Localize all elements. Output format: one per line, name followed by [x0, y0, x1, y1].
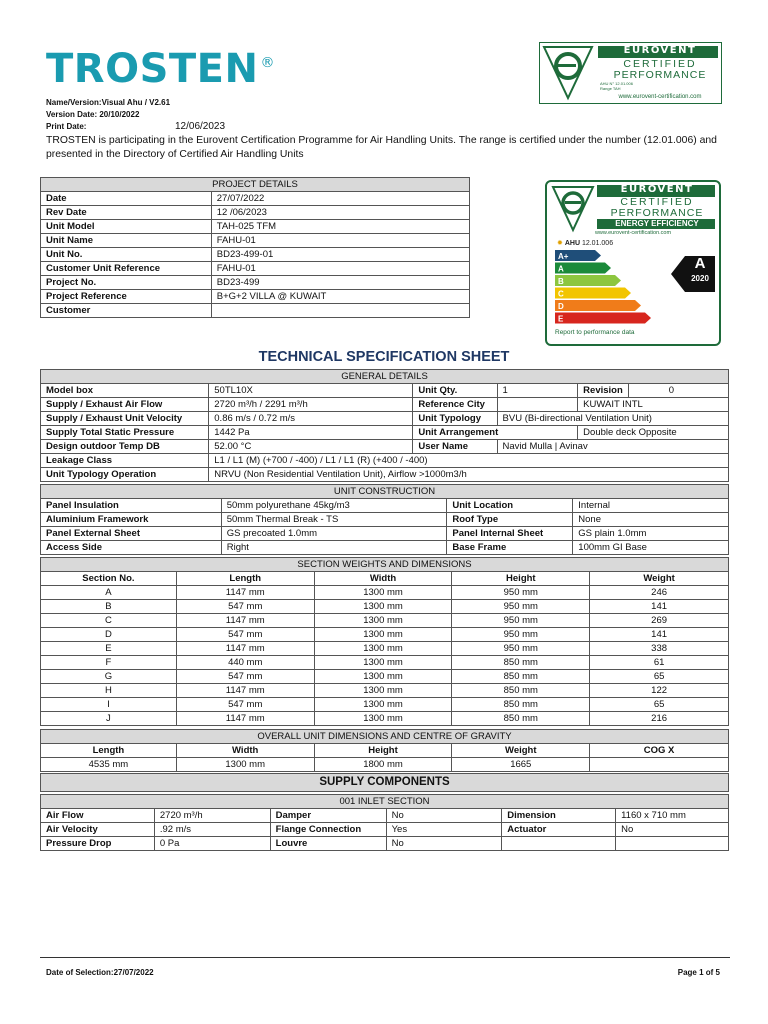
- inlet-value: 0 Pa: [154, 837, 270, 851]
- supply-components-header: [40, 773, 729, 792]
- inlet-value: No: [386, 837, 502, 851]
- document-meta: [46, 97, 170, 133]
- construction-value: None: [573, 513, 729, 527]
- inlet-row: [41, 823, 729, 837]
- construction-row: [41, 527, 729, 541]
- section-cell: E: [41, 642, 177, 656]
- energy-certified-text: CERTIFIED: [620, 196, 694, 208]
- section-row: [41, 614, 729, 628]
- section-cell: 1147 mm: [176, 642, 314, 656]
- section-cell: 950 mm: [452, 586, 590, 600]
- badge-performance-text: PERFORMANCE: [613, 69, 707, 81]
- construction-row: [41, 513, 729, 527]
- energy-class-bar-b: [555, 275, 621, 286]
- construction-row: [41, 541, 729, 555]
- overall-column-header: Height: [314, 744, 452, 758]
- inlet-value: 2720 m³/h: [154, 809, 270, 823]
- inlet-label: Dimension: [502, 809, 616, 823]
- project-details-table: [40, 177, 470, 318]
- section-cell: 547 mm: [176, 628, 314, 642]
- construction-label: Panel Internal Sheet: [447, 527, 573, 541]
- section-cell: 547 mm: [176, 600, 314, 614]
- page-number: Page 1 of 5: [677, 968, 720, 977]
- outdoor-temp-value: 52.00 °C: [209, 440, 413, 454]
- construction-value: Internal: [573, 499, 729, 513]
- print-date: 12/06/2023: [175, 121, 226, 132]
- section-cell: G: [41, 670, 177, 684]
- energy-rating-letter: A: [694, 255, 706, 272]
- project-row: [41, 290, 470, 304]
- section-cell: 1147 mm: [176, 586, 314, 600]
- general-details-title: GENERAL DETAILS: [41, 370, 729, 384]
- logo-text: TROSTEN: [46, 46, 259, 92]
- unit-arrangement-value: Double deck Opposite: [578, 426, 729, 440]
- project-label: Unit Name: [41, 234, 212, 248]
- inlet-row: [41, 809, 729, 823]
- section-cell: 65: [590, 698, 729, 712]
- name-version: Name/Version:Visual Ahu / V2.61: [46, 98, 171, 107]
- energy-ahu-number: 12.01.006: [581, 240, 614, 247]
- section-column-header: Section No.: [41, 572, 177, 586]
- section-column-header: Width: [314, 572, 452, 586]
- revision-value: 0: [628, 384, 728, 398]
- badge-eurovent-text: EUROVENT: [623, 45, 697, 56]
- project-details-title: PROJECT DETAILS: [41, 178, 470, 192]
- overall-dimensions-title: OVERALL UNIT DIMENSIONS AND CENTRE OF GRAVITY: [41, 730, 729, 744]
- section-cell: 950 mm: [452, 614, 590, 628]
- model-box-label: Model box: [41, 384, 209, 398]
- inlet-label: Flange Connection: [270, 823, 386, 837]
- model-box-value: 50TL10X: [209, 384, 413, 398]
- overall-column-header: Width: [176, 744, 314, 758]
- section-cell: 850 mm: [452, 656, 590, 670]
- static-pressure-value: 1442 Pa: [209, 426, 413, 440]
- construction-value: Right: [221, 541, 447, 555]
- badge-certified-text: CERTIFIED: [623, 58, 697, 70]
- section-cell: 547 mm: [176, 670, 314, 684]
- unit-construction-title: UNIT CONSTRUCTION: [41, 485, 729, 499]
- section-cell: 65: [590, 670, 729, 684]
- section-cell: C: [41, 614, 177, 628]
- inlet-value: [616, 837, 729, 851]
- section-weights-table: [40, 557, 729, 726]
- construction-value: GS precoated 1.0mm: [221, 527, 447, 541]
- unit-arrangement-label: Unit Arrangement: [413, 426, 578, 440]
- section-cell: 850 mm: [452, 670, 590, 684]
- section-cell: 216: [590, 712, 729, 726]
- construction-value: GS plain 1.0mm: [573, 527, 729, 541]
- overall-value: 1300 mm: [176, 758, 314, 772]
- leakage-class-label: Leakage Class: [41, 454, 209, 468]
- section-column-header: Height: [452, 572, 590, 586]
- construction-label: Base Frame: [447, 541, 573, 555]
- section-cell: 1300 mm: [314, 670, 452, 684]
- section-cell: 850 mm: [452, 712, 590, 726]
- project-row: [41, 206, 470, 220]
- section-cell: H: [41, 684, 177, 698]
- energy-url: www.eurovent-certification.com: [594, 230, 672, 236]
- construction-label: Access Side: [41, 541, 222, 555]
- section-cell: I: [41, 698, 177, 712]
- energy-class-label: C: [558, 289, 564, 299]
- unit-qty-value: 1: [497, 384, 578, 398]
- section-cell: 1300 mm: [314, 712, 452, 726]
- project-row: [41, 276, 470, 290]
- badge-url: www.eurovent-certification.com: [618, 94, 702, 100]
- overall-value: 1800 mm: [314, 758, 452, 772]
- badge-ahu-no: AHU N° 12.01.006: [600, 81, 633, 86]
- project-label: Project Reference: [41, 290, 212, 304]
- energy-report-note: Report to performance data: [555, 329, 635, 336]
- airflow-label: Supply / Exhaust Air Flow: [41, 398, 209, 412]
- section-cell: 1300 mm: [314, 614, 452, 628]
- section-cell: 246: [590, 586, 729, 600]
- energy-class-label: A+: [558, 252, 569, 261]
- energy-class-bar-c: [555, 288, 631, 299]
- section-row: [41, 684, 729, 698]
- energy-class-label: B: [558, 277, 564, 286]
- intro-text: TROSTEN is participating in the Eurovent Certification Programme for Air Handling Units. The range is certified under the number (12.01.006) and presented in the Directory of Certified Air Handling Units: [46, 135, 717, 160]
- section-cell: 1300 mm: [314, 600, 452, 614]
- footer-divider: [40, 957, 730, 958]
- inlet-value: 1160 x 710 mm: [616, 809, 729, 823]
- section-row: [41, 670, 729, 684]
- badge-range: Range TAH: [600, 86, 621, 91]
- construction-label: Roof Type: [447, 513, 573, 527]
- energy-class-label: D: [558, 302, 564, 311]
- project-value: 27/07/2022: [211, 192, 469, 206]
- energy-efficiency-badge: [545, 180, 721, 346]
- section-cell: 1300 mm: [314, 698, 452, 712]
- inlet-label: Air Flow: [41, 809, 155, 823]
- project-label: Rev Date: [41, 206, 212, 220]
- section-cell: 1300 mm: [314, 642, 452, 656]
- overall-value: 4535 mm: [41, 758, 177, 772]
- section-weights-title: SECTION WEIGHTS AND DIMENSIONS: [41, 558, 729, 572]
- inlet-row: [41, 837, 729, 851]
- energy-class-bar-d: [555, 300, 641, 311]
- logo-registered-mark: ®: [260, 55, 275, 71]
- inlet-label: Actuator: [502, 823, 616, 837]
- section-cell: 141: [590, 600, 729, 614]
- project-value: [211, 304, 469, 318]
- inlet-label: Air Velocity: [41, 823, 155, 837]
- section-row: [41, 698, 729, 712]
- unit-typology-label: Unit Typology: [413, 412, 497, 426]
- energy-eurovent-text: EUROVENT: [620, 184, 694, 195]
- section-cell: 547 mm: [176, 698, 314, 712]
- print-date-label: Print Date:: [46, 122, 87, 131]
- inlet-value: No: [616, 823, 729, 837]
- project-row: [41, 234, 470, 248]
- date-of-selection: Date of Selection:27/07/2022: [46, 968, 154, 977]
- inlet-value: .92 m/s: [154, 823, 270, 837]
- section-column-header: Length: [176, 572, 314, 586]
- section-cell: 1300 mm: [314, 656, 452, 670]
- construction-value: 100mm GI Base: [573, 541, 729, 555]
- project-label: Date: [41, 192, 212, 206]
- section-cell: 1300 mm: [314, 628, 452, 642]
- user-name-label: User Name: [413, 440, 497, 454]
- construction-row: [41, 499, 729, 513]
- project-label: Unit No.: [41, 248, 212, 262]
- section-cell: J: [41, 712, 177, 726]
- reference-city-label: Reference City: [413, 398, 497, 412]
- revision-label: Revision: [578, 384, 629, 398]
- construction-label: Unit Location: [447, 499, 573, 513]
- version-date: Version Date: 20/10/2022: [46, 110, 140, 119]
- supply-components-title: SUPPLY COMPONENTS: [41, 774, 729, 792]
- energy-class-bars: [555, 250, 665, 330]
- user-name-value: Navid Mulla | Avinav: [497, 440, 728, 454]
- section-cell: 61: [590, 656, 729, 670]
- construction-label: Panel External Sheet: [41, 527, 222, 541]
- section-cell: 122: [590, 684, 729, 698]
- reference-city-value: KUWAIT INTL: [578, 398, 729, 412]
- velocity-value: 0.86 m/s / 0.72 m/s: [209, 412, 413, 426]
- badge-small-info: [600, 81, 633, 91]
- project-row: [41, 248, 470, 262]
- static-pressure-label: Supply Total Static Pressure: [41, 426, 209, 440]
- section-row: [41, 712, 729, 726]
- section-row: [41, 656, 729, 670]
- section-cell: 269: [590, 614, 729, 628]
- project-row: [41, 304, 470, 318]
- project-row: [41, 192, 470, 206]
- section-cell: 850 mm: [452, 684, 590, 698]
- project-label: Project No.: [41, 276, 212, 290]
- section-cell: F: [41, 656, 177, 670]
- section-cell: 950 mm: [452, 628, 590, 642]
- section-cell: D: [41, 628, 177, 642]
- overall-value: 1665: [452, 758, 590, 772]
- overall-value: [590, 758, 729, 772]
- outdoor-temp-label: Design outdoor Temp DB: [41, 440, 209, 454]
- section-cell: 1300 mm: [314, 684, 452, 698]
- project-value: B+G+2 VILLA @ KUWAIT: [211, 290, 469, 304]
- energy-class-label: A: [558, 264, 564, 274]
- project-label: Customer: [41, 304, 212, 318]
- construction-label: Panel Insulation: [41, 499, 222, 513]
- spec-sheet-title: TECHNICAL SPECIFICATION SHEET: [258, 349, 510, 365]
- section-column-header: Weight: [590, 572, 729, 586]
- typology-operation-label: Unit Typology Operation: [41, 468, 209, 482]
- inlet-section-title: 001 INLET SECTION: [41, 795, 729, 809]
- project-value: 12 /06/2023: [211, 206, 469, 220]
- section-cell: 1147 mm: [176, 684, 314, 698]
- unit-typology-value: BVU (Bi-directional Ventilation Unit): [497, 412, 728, 426]
- overall-column-header: Weight: [452, 744, 590, 758]
- project-value: BD23-499: [211, 276, 469, 290]
- inlet-label: Louvre: [270, 837, 386, 851]
- construction-value: 50mm polyurethane 45kg/m3: [221, 499, 447, 513]
- energy-performance-text: PERFORMANCE: [610, 207, 704, 219]
- airflow-value: 2720 m³/h / 2291 m³/h: [209, 398, 413, 412]
- section-row: [41, 642, 729, 656]
- trosten-logo: [46, 46, 275, 92]
- project-value: TAH-025 TFM: [211, 220, 469, 234]
- eurovent-certified-badge: [539, 42, 722, 104]
- inlet-value: No: [386, 809, 502, 823]
- overall-dimensions-table: [40, 729, 729, 772]
- inlet-label: Pressure Drop: [41, 837, 155, 851]
- project-value: FAHU-01: [211, 262, 469, 276]
- energy-rating-year: 2020: [691, 274, 709, 283]
- energy-band-text: ENERGY EFFICIENCY: [615, 219, 699, 228]
- section-cell: A: [41, 586, 177, 600]
- energy-ahu-line: [557, 239, 613, 247]
- energy-ahu-label: AHU: [564, 240, 580, 247]
- leakage-class-value: L1 / L1 (M) (+700 / -400) / L1 / L1 (R) (+400 / -400): [209, 454, 729, 468]
- energy-class-label: E: [558, 314, 564, 324]
- section-row: [41, 628, 729, 642]
- construction-label: Aluminium Framework: [41, 513, 222, 527]
- project-label: Unit Model: [41, 220, 212, 234]
- project-row: [41, 262, 470, 276]
- general-details-table: [40, 369, 729, 482]
- inlet-label: Damper: [270, 809, 386, 823]
- section-row: [41, 600, 729, 614]
- section-cell: 950 mm: [452, 600, 590, 614]
- section-cell: 850 mm: [452, 698, 590, 712]
- overall-column-header: Length: [41, 744, 177, 758]
- overall-column-header: COG X: [590, 744, 729, 758]
- project-value: BD23-499-01: [211, 248, 469, 262]
- section-cell: B: [41, 600, 177, 614]
- energy-class-bar-e: [555, 313, 651, 324]
- section-cell: 1300 mm: [314, 586, 452, 600]
- project-label: Customer Unit Reference: [41, 262, 212, 276]
- section-cell: 1147 mm: [176, 712, 314, 726]
- velocity-label: Supply / Exhaust Unit Velocity: [41, 412, 209, 426]
- section-row: [41, 586, 729, 600]
- typology-operation-value: NRVU (Non Residential Ventilation Unit), Airflow >1000m3/h: [209, 468, 729, 482]
- section-cell: 1147 mm: [176, 614, 314, 628]
- unit-construction-table: [40, 484, 729, 555]
- section-cell: 950 mm: [452, 642, 590, 656]
- section-cell: 141: [590, 628, 729, 642]
- section-cell: 338: [590, 642, 729, 656]
- inlet-value: Yes: [386, 823, 502, 837]
- project-value: FAHU-01: [211, 234, 469, 248]
- construction-value: 50mm Thermal Break - TS: [221, 513, 447, 527]
- sun-icon: ✹: [557, 240, 563, 247]
- project-row: [41, 220, 470, 234]
- inlet-section-table: [40, 794, 729, 851]
- unit-qty-label: Unit Qty.: [413, 384, 497, 398]
- section-cell: 440 mm: [176, 656, 314, 670]
- inlet-label: [502, 837, 616, 851]
